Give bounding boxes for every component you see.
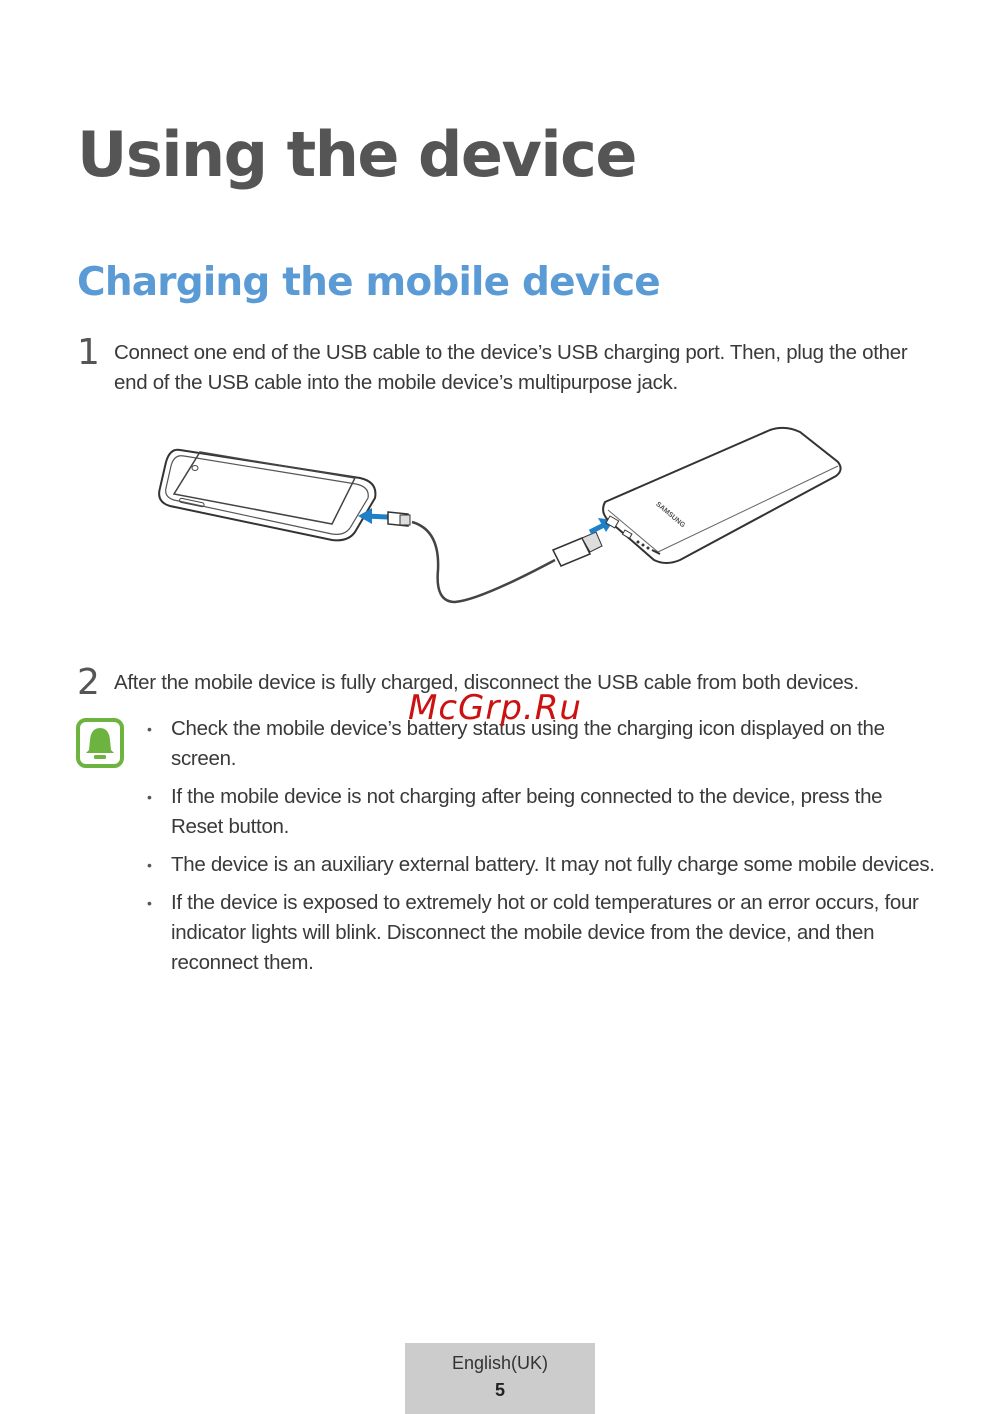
step-text: Connect one end of the USB cable to the device’s USB charging port. Then, plug the other end of the USB cable into the mobile device’s multipurpose jack.	[114, 341, 908, 394]
bullet-icon: •	[147, 789, 152, 805]
notes-list	[147, 714, 937, 986]
note-text: If the mobile device is not charging after being connected to the device, press the Reset button.	[171, 785, 883, 838]
usb-cable	[412, 522, 555, 602]
page-footer	[405, 1343, 595, 1414]
bullet-icon: •	[147, 721, 152, 737]
charging-illustration	[150, 420, 850, 620]
usb-a-plug	[553, 532, 602, 566]
note-text: If the device is exposed to extremely hot or cold temperatures or an error occurs, four indicator lights will blink. Disconnect the mobile device from the device, and then reconnect them.	[171, 891, 919, 974]
section-title: Charging the mobile device	[77, 260, 660, 305]
watermark: McGrp.Ru	[408, 688, 582, 728]
page-number: 5	[494, 1380, 505, 1400]
note-item	[147, 888, 937, 978]
bullet-icon: •	[147, 895, 152, 911]
step-text: After the mobile device is fully charged, disconnect the USB cable from both devices.	[114, 671, 859, 694]
note-text: The device is an auxiliary external battery. It may not fully charge some mobile devices.	[171, 853, 935, 876]
bullet-icon: •	[147, 857, 152, 873]
step-number: 2	[77, 662, 100, 703]
note-item	[147, 850, 937, 880]
footer-language: English(UK)	[451, 1353, 549, 1373]
note-text: Check the mobile device’s battery status using the charging icon displayed on the screen.	[171, 717, 885, 770]
step-number: 1	[77, 332, 100, 373]
battery-brand-label: SAMSUNG	[654, 500, 687, 530]
bell-notice-icon	[76, 718, 124, 768]
phone-illustration	[159, 450, 375, 541]
page-title: Using the device	[77, 118, 636, 191]
battery-pack-illustration	[603, 428, 840, 563]
note-item	[147, 782, 937, 842]
micro-usb-plug	[388, 512, 410, 526]
